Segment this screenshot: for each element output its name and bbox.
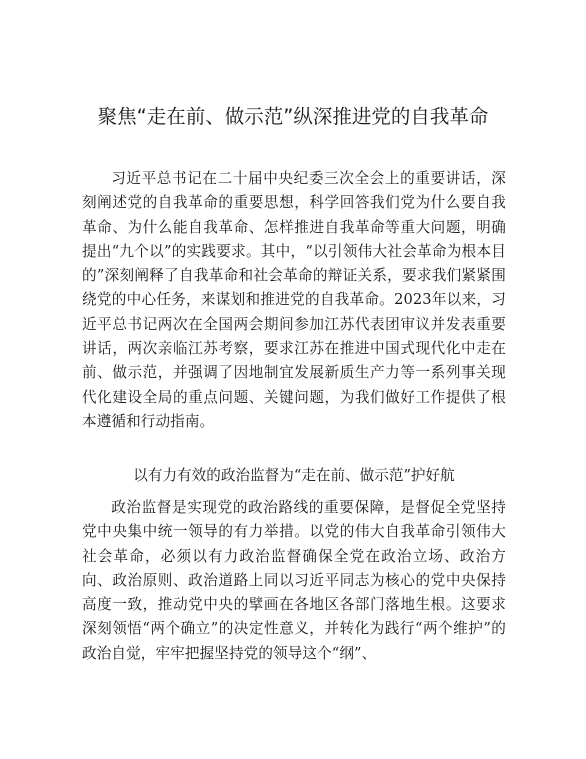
body-paragraph-2: 政治监督是实现党的政治路线的重要保障，是督促全党坚持党中央集中统一领导的有力举措。以党的伟大自我革命引领伟大社会革命，必须以有力政治监督确保全党在政治立场、政治方向、政治原则、政治道路上同以习近平同志为核心的党中央保持高度一致，推动党中央的擘画在各地区各部门落地生根。这要求深刻领悟“两个确立”的决定性意义，并转化为践行“两个维护”的政治自觉，牢牢把握坚持党的领导这个“纲”、 <box>82 499 506 662</box>
section-heading: 以有力有效的政治监督为“走在前、做示范”护好航 <box>133 467 455 484</box>
body-paragraph-1: 习近平总书记在二十届中央纪委三次全会上的重要讲话，深刻阐述党的自我革命的重要思想，科学回答我们党为什么要自我革命、为什么能自我革命、怎样推进自我革命等重大问题，明确提出“九个以”的实践要求。其中，“以引领伟大社会革命为根本目的”深刻阐释了自我革命和社会革命的辩证关系，要求我们紧紧围绕党的中心任务，来谋划和推进党的自我革命。2023年以来，习近平总书记两次在全国两会期间参加江苏代表团审议并发表重要讲话，两次亲临江苏考察，要求江苏在推进中国式现代化中走在前、做示范，并强调了因地制宜发展新质生产力等一系列事关现代化建设全局的重点问题、关键问题，为我们做好工作提供了根本遵循和行动指南。 <box>82 170 506 430</box>
document-title: 聚焦“走在前、做示范”纵深推进党的自我革命 <box>97 105 489 128</box>
